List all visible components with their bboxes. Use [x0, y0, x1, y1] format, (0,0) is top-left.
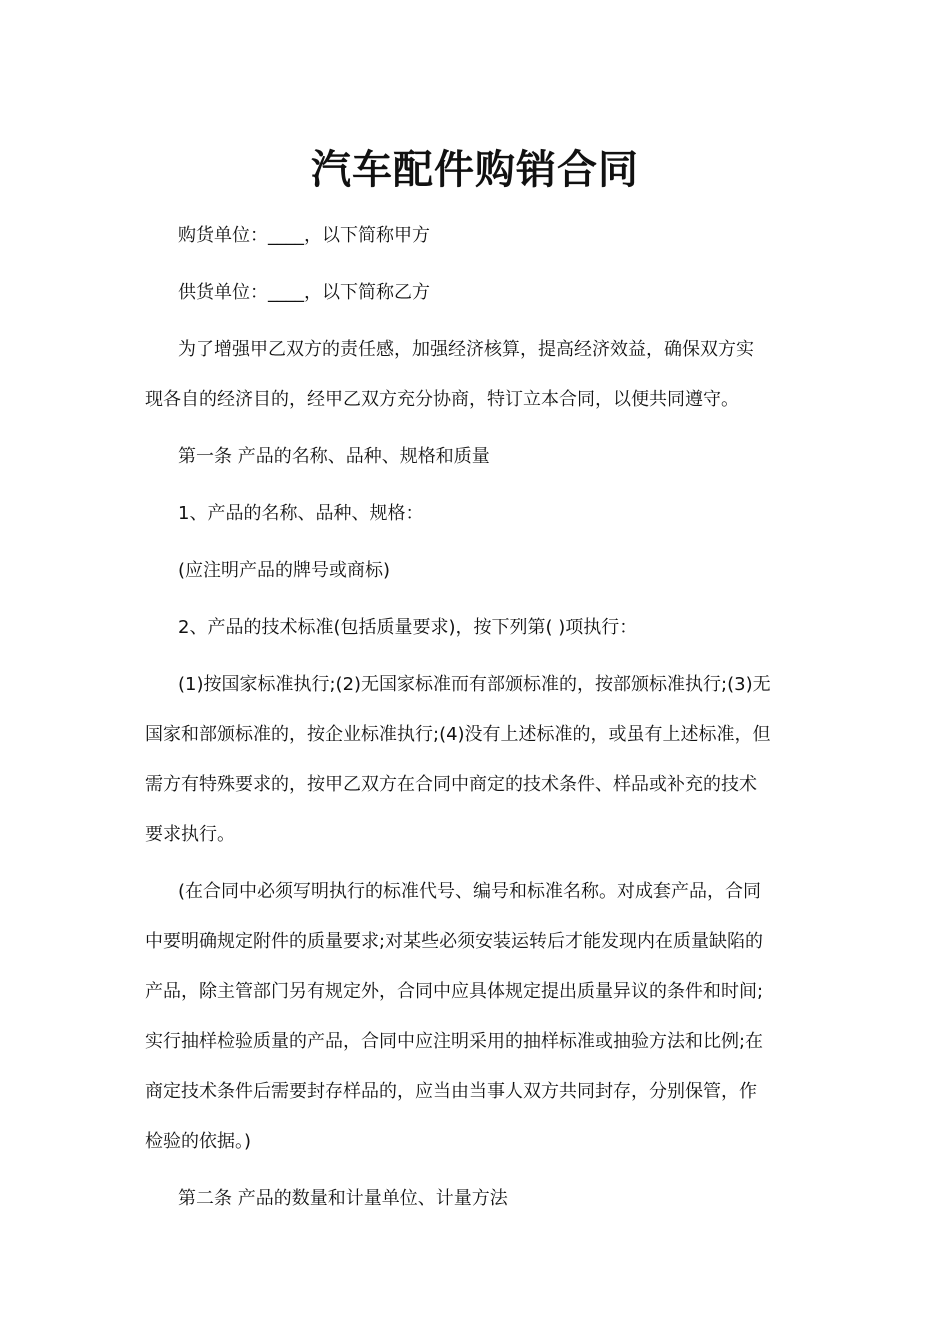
document-body	[145, 211, 810, 1231]
text-line: 产品，除主管部门另有规定外，合同中应具体规定提出质量异议的条件和时间;	[145, 981, 764, 1002]
text-line: 供货单位：____，以下简称乙方	[178, 282, 430, 303]
text-line: 需方有特殊要求的，按甲乙双方在合同中商定的技术条件、样品或补充的技术	[145, 774, 757, 795]
text-line: 为了增强甲乙双方的责任感，加强经济核算，提高经济效益，确保双方实	[178, 339, 754, 360]
text-line: 国家和部颁标准的，按企业标准执行;(4)没有上述标准的，或虽有上述标准，但	[145, 724, 771, 745]
text-line: 商定技术条件后需要封存样品的，应当由当事人双方共同封存，分别保管，作	[145, 1081, 757, 1102]
paragraph	[145, 1174, 810, 1224]
paragraph	[145, 489, 810, 539]
paragraph	[145, 432, 810, 482]
text-line: (应注明产品的牌号或商标)	[178, 560, 391, 581]
paragraph	[145, 268, 810, 318]
text-line: 第一条 产品的名称、品种、规格和质量	[178, 446, 490, 467]
text-line: 现各自的经济目的，经甲乙双方充分协商，特订立本合同，以便共同遵守。	[145, 389, 739, 410]
paragraph	[145, 211, 810, 261]
paragraph	[145, 660, 810, 860]
text-line: 中要明确规定附件的质量要求;对某些必须安装运转后才能发现内在质量缺陷的	[145, 931, 764, 952]
paragraph	[145, 325, 810, 425]
text-line: (在合同中必须写明执行的标准代号、编号和标准名称。对成套产品，合同	[178, 881, 762, 902]
paragraph	[145, 546, 810, 596]
paragraph	[145, 867, 810, 1167]
text-line: 2、产品的技术标准(包括质量要求)，按下列第( )项执行：	[178, 617, 638, 638]
text-line: 购货单位：____，以下简称甲方	[178, 225, 430, 246]
text-line: 实行抽样检验质量的产品，合同中应注明采用的抽样标准或抽验方法和比例;在	[145, 1031, 764, 1052]
paragraph	[145, 603, 810, 653]
text-line: 要求执行。	[145, 824, 235, 845]
text-line: 检验的依据。)	[145, 1131, 252, 1152]
text-line: 第二条 产品的数量和计量单位、计量方法	[178, 1188, 508, 1209]
text-line: 1、产品的名称、品种、规格：	[178, 503, 424, 524]
text-line: (1)按国家标准执行;(2)无国家标准而有部颁标准的，按部颁标准执行;(3)无	[178, 674, 771, 695]
document-title: 汽车配件购销合同	[311, 147, 639, 193]
